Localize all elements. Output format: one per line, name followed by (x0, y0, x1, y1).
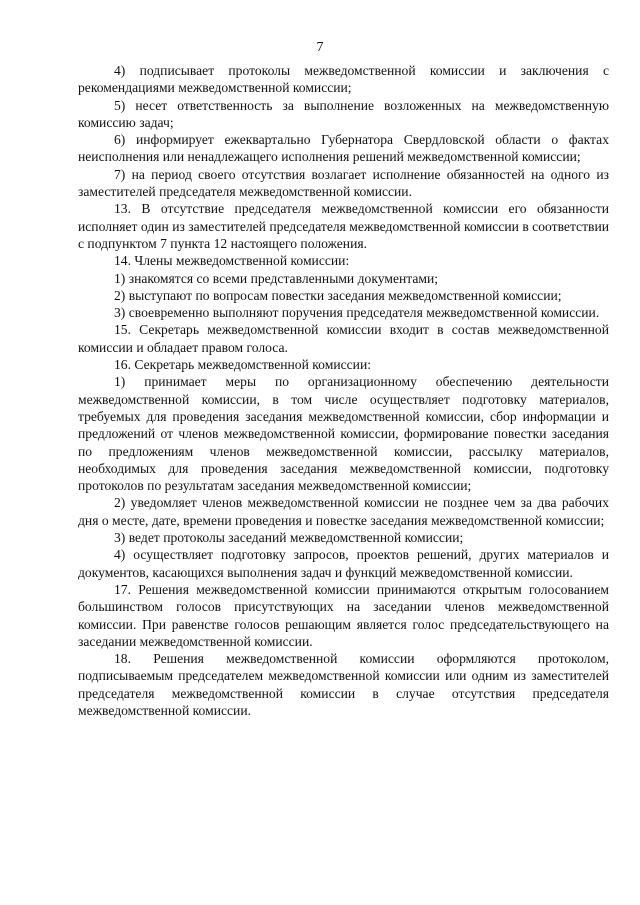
paragraph-15: 15. Секретарь межведомственной комиссии входит в состав межведомственной комиссии и обладает правом голоса. (78, 322, 609, 355)
paragraph-14-1: 1) знакомятся со всеми представленными документами; (114, 270, 439, 286)
page-number: 7 (316, 40, 324, 55)
document-body (78, 62, 609, 719)
paragraph-16-3: 3) ведет протоколы заседаний межведомственной комиссии; (114, 530, 464, 546)
paragraph-18: 18. Решения межведомственной комиссии оформляются протоколом, подписываемым председателем межведомственной комиссии или одним из заместителей председателя межведомственной комиссии в случае отсутствия председателя межведомственной комиссии. (78, 651, 609, 718)
paragraph-14-3: 3) своевременно выполняют поручения председателя межведомственной комиссии. (114, 305, 600, 321)
paragraph-16-1: 1) принимает меры по организационному обеспечению деятельности межведомственной комиссии, в том числе осуществляет подготовку материалов, требуемых для проведения заседания межведомственной комиссии, сбор информации и предложений от членов межведомственной комиссии, формирование повестки заседания по предложениям членов межведомственной комиссии, рассылку материалов, необходимых для проведения заседания межведомственной комиссии, подготовку протоколов по результатам заседания межведомственной комиссии; (78, 374, 609, 494)
paragraph-16-2: 2) уведомляет членов межведомственной комиссии не позднее чем за два рабочих дня о месте, дате, времени проведения и повестке заседания межведомственной комиссии; (78, 495, 609, 528)
paragraph-12-6: 6) информирует ежеквартально Губернатора Свердловской области о фактах неисполнения или ненадлежащего исполнения решений межведомственной комиссии; (78, 132, 609, 165)
paragraph-12-4: 4) подписывает протоколы межведомственной комиссии и заключения с рекомендациями межведомственной комиссии; (78, 63, 609, 96)
paragraph-14-2: 2) выступают по вопросам повестки заседания межведомственной комиссии; (114, 287, 562, 303)
paragraph-12-5: 5) несет ответственность за выполнение возложенных на межведомственную комиссию задач; (78, 97, 609, 130)
paragraph-16-4: 4) осуществляет подготовку запросов, проектов решений, других материалов и документов, касающихся выполнения задач и функций межведомственной комиссии. (78, 547, 609, 580)
paragraph-12-7: 7) на период своего отсутствия возлагает исполнение обязанностей на одного из заместителей председателя межведомственной комиссии. (78, 166, 609, 200)
paragraph-13: 13. В отсутствие председателя межведомственной комиссии его обязанности исполняет один из заместителей председателя межведомственной комиссии в соответствии с подпунктом 7 пункта 12 настоящего положения. (78, 201, 609, 251)
paragraph-16: 16. Секретарь межведомственной комиссии: (114, 357, 371, 373)
paragraph-14: 14. Члены межведомственной комиссии: (114, 253, 350, 269)
paragraph-17: 17. Решения межведомственной комиссии принимаются открытым голосованием большинством голосов присутствующих на заседании членов межведомственной комиссии. При равенстве голосов решающим является голос председательствующего на заседании межведомственной комиссии. (78, 581, 609, 649)
